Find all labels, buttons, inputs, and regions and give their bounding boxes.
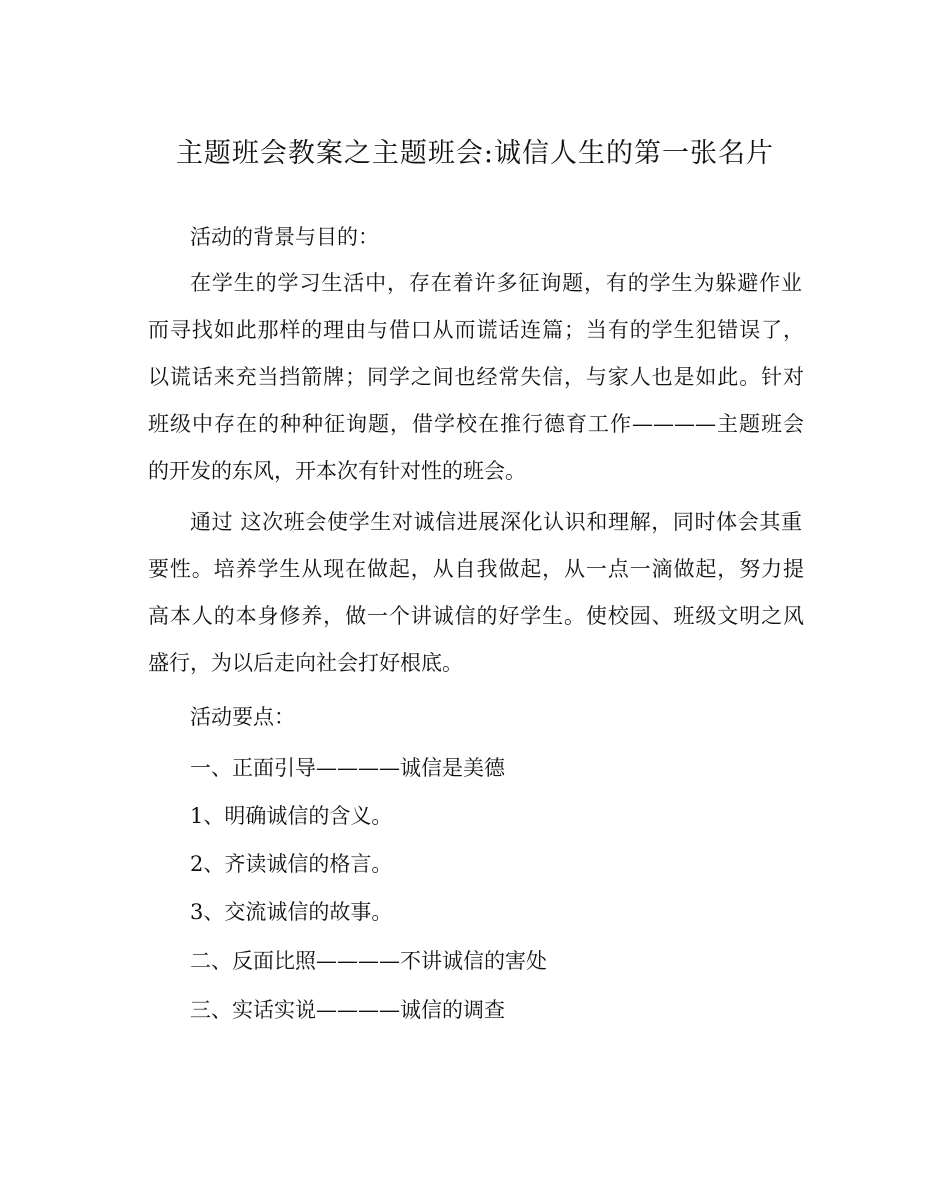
paragraph-1-line-4: 班级中存在的种种征询题，借学校在推行德育工作————主题班会 [148, 412, 804, 436]
outline-item-4: 3、交流诚信的故事。 [190, 900, 393, 924]
paragraph-1-line-5: 的开发的东风，开本次有针对性的班会。 [148, 459, 526, 483]
outline-item-1: 一、正面引导————诚信是美德 [190, 756, 505, 780]
paragraph-2-line-4: 盛行，为以后走向社会打好根底。 [148, 651, 463, 675]
outline-item-5: 二、反面比照————不讲诚信的害处 [190, 949, 547, 973]
outline-item-3: 2、齐读诚信的格言。 [190, 852, 393, 876]
paragraph-2-line-2: 要性。培养学生从现在做起，从自我做起，从一点一滴做起，努力提 [148, 557, 804, 581]
document-title: 主题班会教案之主题班会:诚信人生的第一张名片 [175, 138, 775, 169]
section-heading-points: 活动要点： [190, 705, 295, 729]
paragraph-2-line-1: 通过 这次班会使学生对诚信进展深化认识和理解，同时体会其重 [190, 510, 802, 534]
paragraph-1-line-2: 而寻找如此那样的理由与借口从而谎话连篇；当有的学生犯错误了， [148, 318, 804, 342]
paragraph-1-line-1: 在学生的学习生活中，存在着许多征询题，有的学生为躲避作业 [190, 271, 802, 295]
paragraph-2-line-3: 高本人的本身修养，做一个讲诚信的好学生。使校园、班级文明之风 [148, 604, 804, 628]
outline-item-6: 三、实话实说————诚信的调查 [190, 998, 505, 1022]
outline-item-2: 1、明确诚信的含义。 [190, 804, 393, 828]
paragraph-1-line-3: 以谎话来充当挡箭牌；同学之间也经常失信，与家人也是如此。针对 [148, 365, 804, 389]
section-heading-background: 活动的背景与目的： [190, 225, 379, 249]
